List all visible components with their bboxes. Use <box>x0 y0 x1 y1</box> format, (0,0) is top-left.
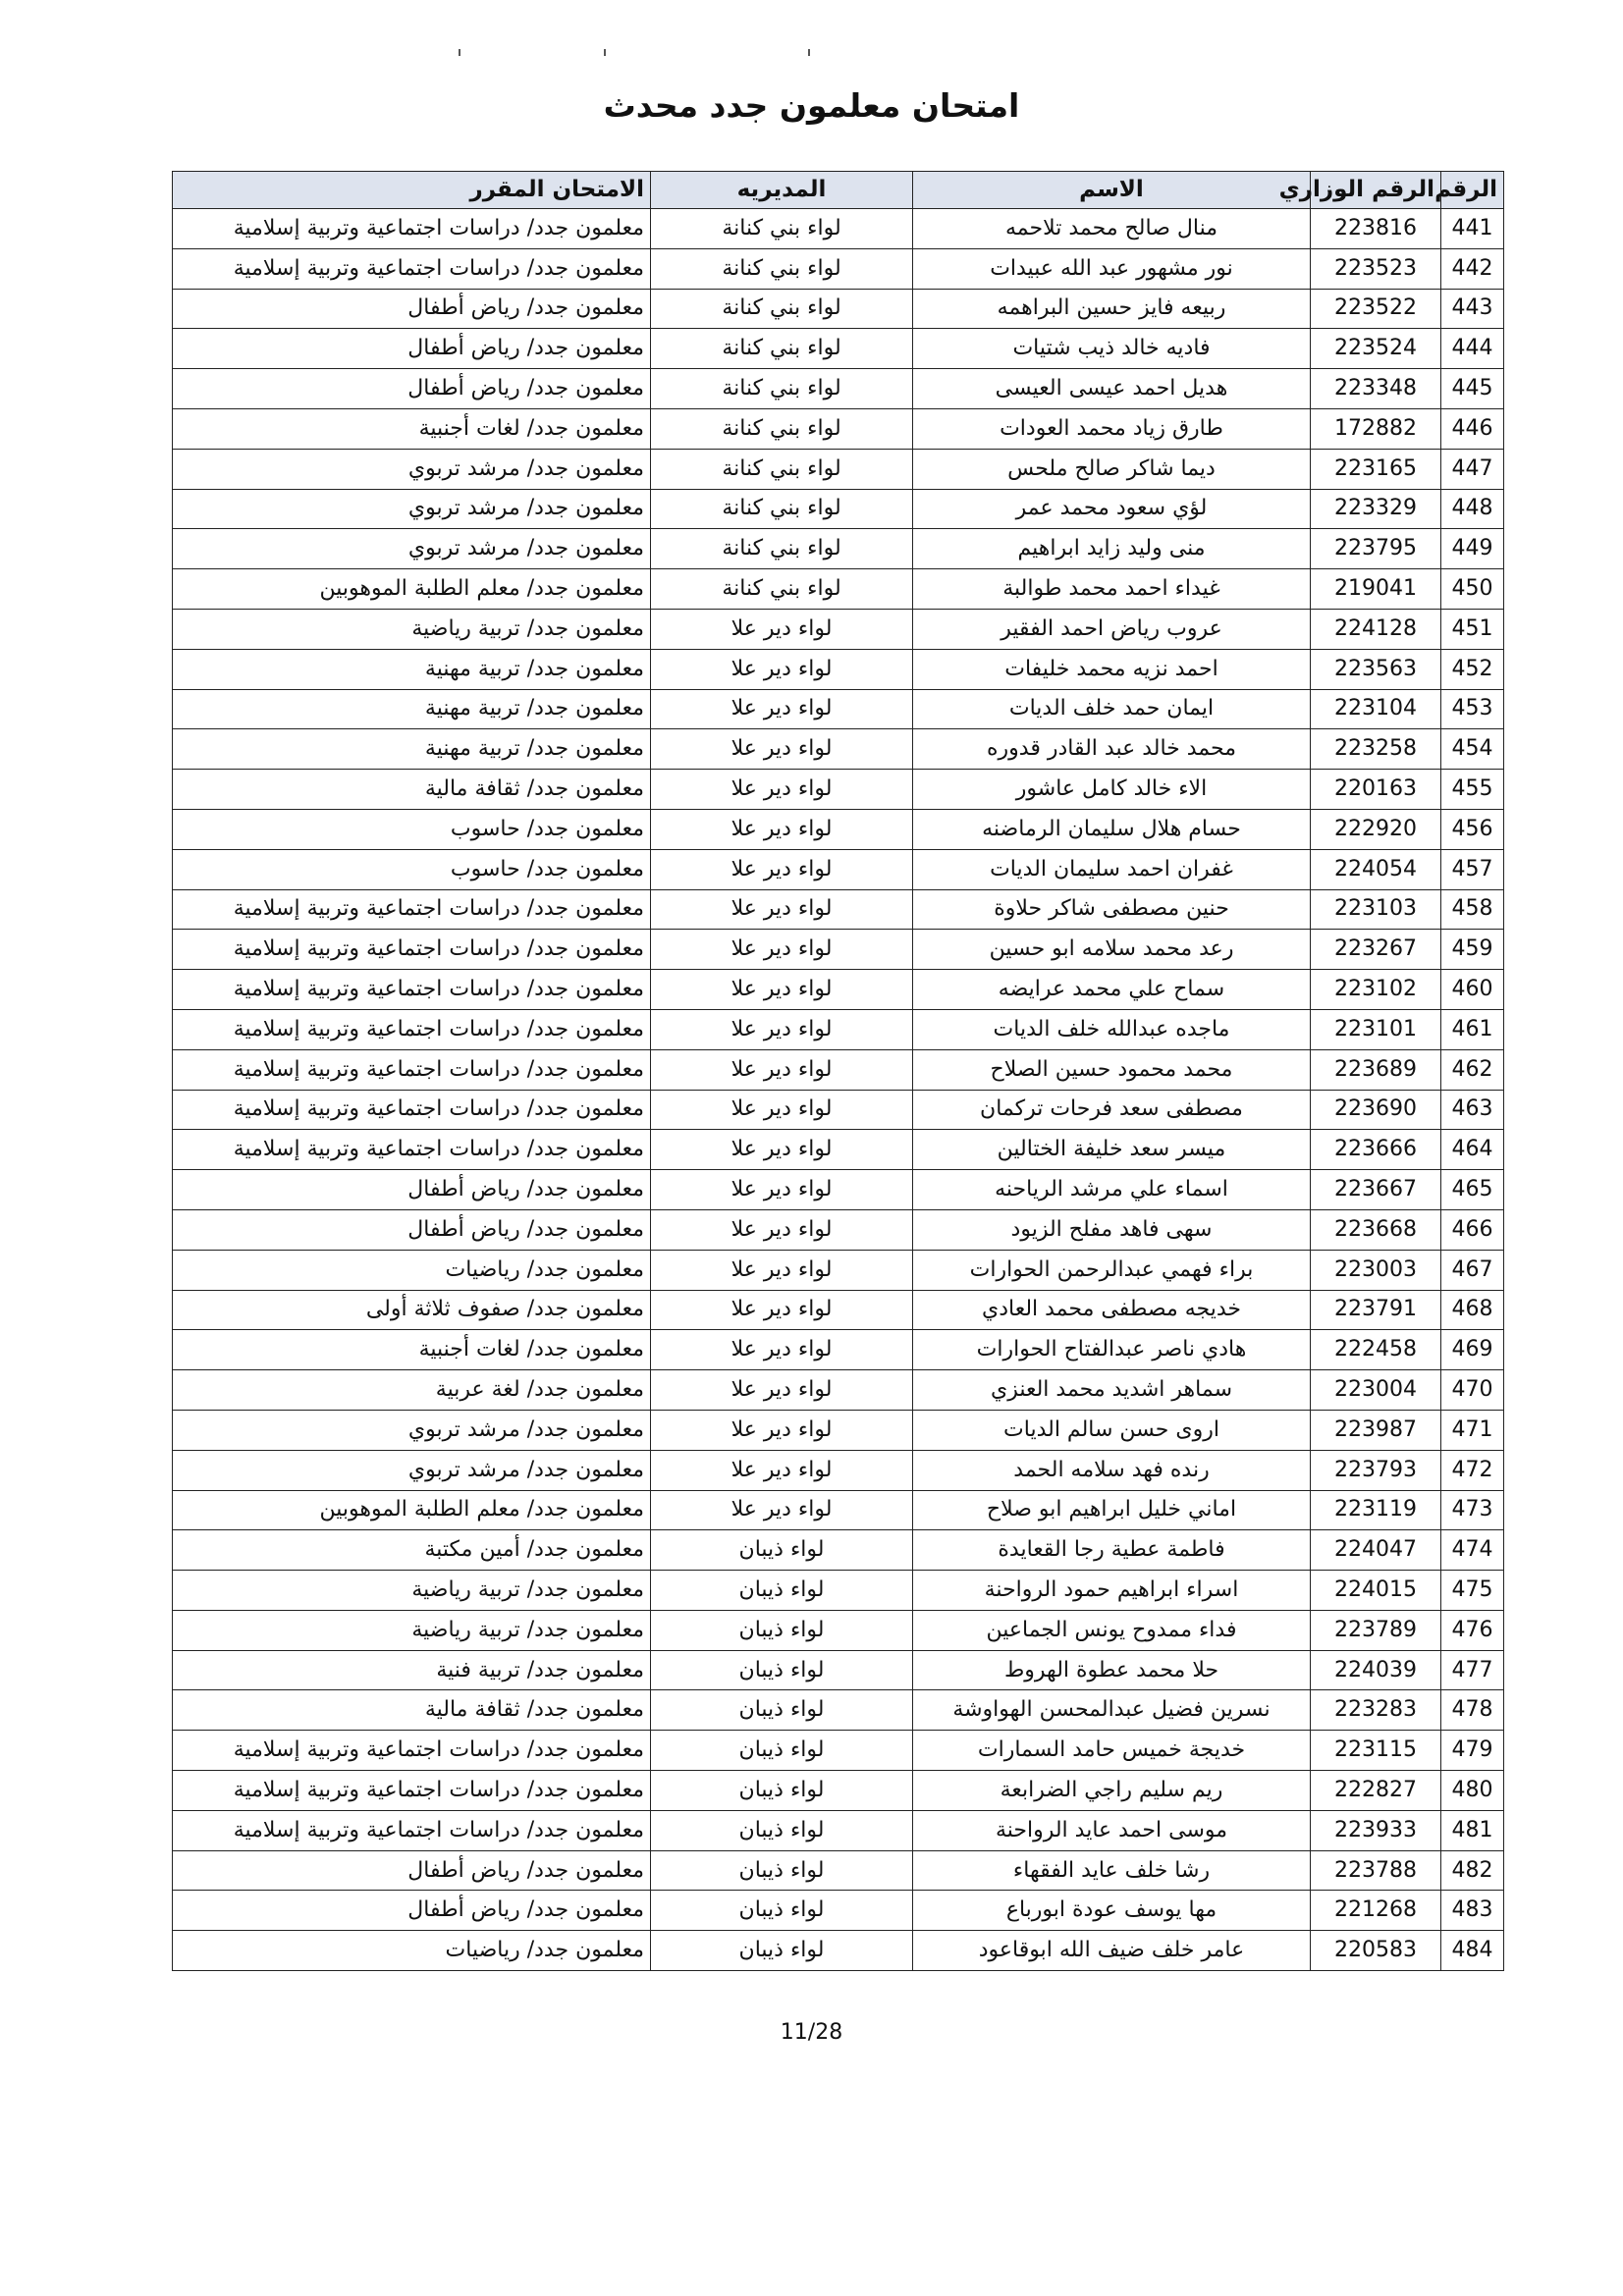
cell-directorate: لواء ذيبان <box>651 1610 913 1650</box>
table-row <box>173 609 1504 649</box>
cell-directorate: لواء ذيبان <box>651 1810 913 1850</box>
cell-number: 443 <box>1441 289 1504 329</box>
cell-exam: معلمون جدد/ دراسات اجتماعية وتربية إسلامية <box>173 970 651 1010</box>
cell-number: 482 <box>1441 1850 1504 1891</box>
table-row <box>173 970 1504 1010</box>
table-row <box>173 1931 1504 1971</box>
cell-name: منال صالح محمد تلاحمه <box>913 209 1311 249</box>
cell-name: فاديه خالد ذيب شتيات <box>913 329 1311 369</box>
cell-directorate: لواء دير علا <box>651 729 913 770</box>
cell-number: 484 <box>1441 1931 1504 1971</box>
cell-number: 480 <box>1441 1771 1504 1811</box>
cell-ministry-id: 223690 <box>1311 1090 1441 1130</box>
cell-number: 479 <box>1441 1731 1504 1771</box>
cell-exam: معلمون جدد/ دراسات اجتماعية وتربية إسلامية <box>173 1810 651 1850</box>
table-row <box>173 1650 1504 1690</box>
header-exam: الامتحان المقرر <box>173 172 651 209</box>
cell-number: 458 <box>1441 889 1504 930</box>
cell-name: مصطفى سعد فرحات تركمان <box>913 1090 1311 1130</box>
cell-directorate: لواء دير علا <box>651 1330 913 1370</box>
cell-name: نور مشهور عبد الله عبيدات <box>913 248 1311 289</box>
cell-exam: معلمون جدد/ دراسات اجتماعية وتربية إسلامية <box>173 209 651 249</box>
cell-ministry-id: 223793 <box>1311 1450 1441 1490</box>
cell-directorate: لواء دير علا <box>651 1209 913 1250</box>
cell-directorate: لواء بني كنانة <box>651 449 913 489</box>
cell-exam: معلمون جدد/ رياض أطفال <box>173 289 651 329</box>
cell-directorate: لواء بني كنانة <box>651 289 913 329</box>
cell-ministry-id: 224039 <box>1311 1650 1441 1690</box>
table-row <box>173 649 1504 689</box>
cell-name: رنده فهد سلامه الحمد <box>913 1450 1311 1490</box>
table-row <box>173 1009 1504 1049</box>
cell-ministry-id: 223283 <box>1311 1690 1441 1731</box>
cell-directorate: لواء بني كنانة <box>651 529 913 569</box>
cell-name: رشا خلف عايد الفقهاء <box>913 1850 1311 1891</box>
table-row <box>173 209 1504 249</box>
cell-exam: معلمون جدد/ معلم الطلبة الموهوبين <box>173 1490 651 1530</box>
cell-ministry-id: 223115 <box>1311 1731 1441 1771</box>
table-row <box>173 1850 1504 1891</box>
cell-ministry-id: 223795 <box>1311 529 1441 569</box>
cell-directorate: لواء ذيبان <box>651 1931 913 1971</box>
cell-name: عروب رياض احمد الفقير <box>913 609 1311 649</box>
cell-directorate: لواء دير علا <box>651 1370 913 1411</box>
cell-directorate: لواء دير علا <box>651 1049 913 1090</box>
header-number: الرقم <box>1441 172 1504 209</box>
cell-ministry-id: 220163 <box>1311 770 1441 810</box>
cell-name: سهى فاهد مفلح الزيود <box>913 1209 1311 1250</box>
cell-directorate: لواء دير علا <box>651 849 913 889</box>
table-row <box>173 1771 1504 1811</box>
cell-directorate: لواء دير علا <box>651 649 913 689</box>
cell-directorate: لواء دير علا <box>651 1290 913 1330</box>
cell-exam: معلمون جدد/ دراسات اجتماعية وتربية إسلامية <box>173 1049 651 1090</box>
cell-ministry-id: 223003 <box>1311 1250 1441 1290</box>
cell-exam: معلمون جدد/ تربية رياضية <box>173 1610 651 1650</box>
table-row <box>173 1450 1504 1490</box>
cell-number: 462 <box>1441 1049 1504 1090</box>
cell-number: 460 <box>1441 970 1504 1010</box>
cell-exam: معلمون جدد/ مرشد تربوي <box>173 529 651 569</box>
table-row <box>173 289 1504 329</box>
table-row <box>173 1410 1504 1450</box>
cell-ministry-id: 172882 <box>1311 408 1441 449</box>
table-row <box>173 849 1504 889</box>
cell-directorate: لواء ذيبان <box>651 1571 913 1611</box>
cell-exam: معلمون جدد/ دراسات اجتماعية وتربية إسلامية <box>173 1130 651 1170</box>
cell-directorate: لواء بني كنانة <box>651 248 913 289</box>
cell-number: 477 <box>1441 1650 1504 1690</box>
cell-number: 456 <box>1441 809 1504 849</box>
cell-name: ربيعه فايز حسين البراهمه <box>913 289 1311 329</box>
header-row <box>173 172 1504 209</box>
cell-directorate: لواء دير علا <box>651 1410 913 1450</box>
cell-ministry-id: 223666 <box>1311 1130 1441 1170</box>
cell-name: اسراء ابراهيم حمود الرواحنة <box>913 1571 1311 1611</box>
cell-ministry-id: 224054 <box>1311 849 1441 889</box>
cell-number: 476 <box>1441 1610 1504 1650</box>
roster-table <box>172 171 1504 1971</box>
cell-number: 474 <box>1441 1530 1504 1571</box>
cell-ministry-id: 223104 <box>1311 689 1441 729</box>
cell-number: 464 <box>1441 1130 1504 1170</box>
cell-exam: معلمون جدد/ تربية مهنية <box>173 689 651 729</box>
cell-ministry-id: 223689 <box>1311 1049 1441 1090</box>
cell-name: نسرين فضيل عبدالمحسن الهواوشة <box>913 1690 1311 1731</box>
cell-number: 467 <box>1441 1250 1504 1290</box>
cell-name: لؤي سعود محمد عمر <box>913 489 1311 529</box>
table-row <box>173 449 1504 489</box>
header-directorate: المديريه <box>651 172 913 209</box>
cell-name: طارق زياد محمد العودات <box>913 408 1311 449</box>
cell-number: 445 <box>1441 369 1504 409</box>
cell-number: 468 <box>1441 1290 1504 1330</box>
cell-directorate: لواء دير علا <box>651 1450 913 1490</box>
cell-exam: معلمون جدد/ ثقافة مالية <box>173 770 651 810</box>
table-row <box>173 1731 1504 1771</box>
cell-ministry-id: 223004 <box>1311 1370 1441 1411</box>
cell-name: اروى حسن سالم الديات <box>913 1410 1311 1450</box>
table-row <box>173 569 1504 610</box>
cell-number: 454 <box>1441 729 1504 770</box>
cell-name: اماني خليل ابراهيم ابو صلاح <box>913 1490 1311 1530</box>
cell-exam: معلمون جدد/ مرشد تربوي <box>173 1410 651 1450</box>
table-body <box>173 209 1504 1971</box>
cell-name: محمد خالد عبد القادر قدوره <box>913 729 1311 770</box>
cell-name: فداء ممدوح يونس الجماعين <box>913 1610 1311 1650</box>
cell-exam: معلمون جدد/ تربية رياضية <box>173 609 651 649</box>
cell-exam: معلمون جدد/ دراسات اجتماعية وتربية إسلامية <box>173 248 651 289</box>
cell-ministry-id: 223668 <box>1311 1209 1441 1250</box>
table-row <box>173 1810 1504 1850</box>
cell-name: محمد محمود حسين الصلاح <box>913 1049 1311 1090</box>
cell-number: 473 <box>1441 1490 1504 1530</box>
cell-exam: معلمون جدد/ مرشد تربوي <box>173 489 651 529</box>
cell-name: سماهر اشديد محمد العنزي <box>913 1370 1311 1411</box>
cell-name: عامر خلف ضيف الله ابوقاعود <box>913 1931 1311 1971</box>
cell-exam: معلمون جدد/ لغة عربية <box>173 1370 651 1411</box>
cell-ministry-id: 223103 <box>1311 889 1441 930</box>
table-row <box>173 889 1504 930</box>
cell-exam: معلمون جدد/ تربية مهنية <box>173 649 651 689</box>
cell-ministry-id: 223267 <box>1311 930 1441 970</box>
cell-directorate: لواء دير علا <box>651 609 913 649</box>
cell-name: هادي ناصر عبدالفتاح الحوارات <box>913 1330 1311 1370</box>
cell-ministry-id: 223987 <box>1311 1410 1441 1450</box>
table-row <box>173 329 1504 369</box>
cell-name: سماح علي محمد عرايضه <box>913 970 1311 1010</box>
cell-exam: معلمون جدد/ لغات أجنبية <box>173 1330 651 1370</box>
cell-directorate: لواء بني كنانة <box>651 209 913 249</box>
cell-name: رعد محمد سلامه ابو حسين <box>913 930 1311 970</box>
table-row <box>173 1370 1504 1411</box>
scan-mark <box>808 49 810 56</box>
cell-ministry-id: 223348 <box>1311 369 1441 409</box>
cell-ministry-id: 223563 <box>1311 649 1441 689</box>
cell-name: ديما شاكر صالح ملحس <box>913 449 1311 489</box>
cell-name: موسى احمد عايد الرواحنة <box>913 1810 1311 1850</box>
cell-directorate: لواء ذيبان <box>651 1891 913 1931</box>
table-row <box>173 1690 1504 1731</box>
table-row <box>173 1891 1504 1931</box>
cell-ministry-id: 221268 <box>1311 1891 1441 1931</box>
cell-name: ميسر سعد خليفة الختالين <box>913 1130 1311 1170</box>
cell-ministry-id: 223102 <box>1311 970 1441 1010</box>
cell-exam: معلمون جدد/ مرشد تربوي <box>173 449 651 489</box>
table-row <box>173 1610 1504 1650</box>
cell-exam: معلمون جدد/ رياض أطفال <box>173 329 651 369</box>
cell-number: 450 <box>1441 569 1504 610</box>
table-row <box>173 1090 1504 1130</box>
cell-name: هديل احمد عيسى العيسى <box>913 369 1311 409</box>
cell-directorate: لواء ذيبان <box>651 1771 913 1811</box>
cell-number: 465 <box>1441 1170 1504 1210</box>
table-row <box>173 248 1504 289</box>
cell-directorate: لواء بني كنانة <box>651 369 913 409</box>
cell-number: 463 <box>1441 1090 1504 1130</box>
cell-directorate: لواء ذيبان <box>651 1731 913 1771</box>
cell-ministry-id: 223523 <box>1311 248 1441 289</box>
table-row <box>173 1530 1504 1571</box>
cell-directorate: لواء دير علا <box>651 1130 913 1170</box>
cell-exam: معلمون جدد/ دراسات اجتماعية وتربية إسلامية <box>173 1731 651 1771</box>
cell-exam: معلمون جدد/ حاسوب <box>173 809 651 849</box>
cell-number: 444 <box>1441 329 1504 369</box>
cell-exam: معلمون جدد/ لغات أجنبية <box>173 408 651 449</box>
cell-number: 483 <box>1441 1891 1504 1931</box>
cell-directorate: لواء دير علا <box>651 1090 913 1130</box>
cell-directorate: لواء دير علا <box>651 1490 913 1530</box>
cell-directorate: لواء بني كنانة <box>651 329 913 369</box>
cell-directorate: لواء دير علا <box>651 809 913 849</box>
scan-mark <box>604 49 606 56</box>
cell-name: غيداء احمد محمد طوالبة <box>913 569 1311 610</box>
cell-exam: معلمون جدد/ رياض أطفال <box>173 1891 651 1931</box>
table-row <box>173 689 1504 729</box>
cell-ministry-id: 223522 <box>1311 289 1441 329</box>
cell-name: غفران احمد سليمان الديات <box>913 849 1311 889</box>
cell-directorate: لواء بني كنانة <box>651 408 913 449</box>
table-row <box>173 408 1504 449</box>
cell-number: 459 <box>1441 930 1504 970</box>
cell-exam: معلمون جدد/ دراسات اجتماعية وتربية إسلامية <box>173 1090 651 1130</box>
cell-exam: معلمون جدد/ تربية رياضية <box>173 1571 651 1611</box>
table-row <box>173 369 1504 409</box>
cell-name: ماجده عبدالله خلف الديات <box>913 1009 1311 1049</box>
cell-exam: معلمون جدد/ دراسات اجتماعية وتربية إسلامية <box>173 889 651 930</box>
cell-ministry-id: 222827 <box>1311 1771 1441 1811</box>
cell-exam: معلمون جدد/ دراسات اجتماعية وتربية إسلامية <box>173 930 651 970</box>
cell-ministry-id: 223258 <box>1311 729 1441 770</box>
cell-directorate: لواء ذيبان <box>651 1650 913 1690</box>
cell-name: حسام هلال سليمان الرماضنه <box>913 809 1311 849</box>
cell-directorate: لواء دير علا <box>651 930 913 970</box>
table-row <box>173 1490 1504 1530</box>
cell-name: براء فهمي عبدالرحمن الحوارات <box>913 1250 1311 1290</box>
cell-exam: معلمون جدد/ صفوف ثلاثة أولى <box>173 1290 651 1330</box>
table-row <box>173 809 1504 849</box>
cell-ministry-id: 224047 <box>1311 1530 1441 1571</box>
cell-number: 449 <box>1441 529 1504 569</box>
cell-name: حنين مصطفى شاكر حلاوة <box>913 889 1311 930</box>
cell-number: 447 <box>1441 449 1504 489</box>
cell-number: 451 <box>1441 609 1504 649</box>
header-name: الاسم <box>913 172 1311 209</box>
cell-number: 452 <box>1441 649 1504 689</box>
cell-ministry-id: 224015 <box>1311 1571 1441 1611</box>
cell-directorate: لواء بني كنانة <box>651 569 913 610</box>
cell-number: 466 <box>1441 1209 1504 1250</box>
table-row <box>173 729 1504 770</box>
cell-name: خديجه مصطفى محمد العادي <box>913 1290 1311 1330</box>
cell-name: ايمان حمد خلف الديات <box>913 689 1311 729</box>
cell-ministry-id: 223165 <box>1311 449 1441 489</box>
cell-name: حلا محمد عطوة الهروط <box>913 1650 1311 1690</box>
cell-exam: معلمون جدد/ دراسات اجتماعية وتربية إسلامية <box>173 1771 651 1811</box>
cell-number: 481 <box>1441 1810 1504 1850</box>
cell-directorate: لواء دير علا <box>651 770 913 810</box>
cell-number: 446 <box>1441 408 1504 449</box>
cell-ministry-id: 223788 <box>1311 1850 1441 1891</box>
table-row <box>173 930 1504 970</box>
table-row <box>173 1290 1504 1330</box>
cell-exam: معلمون جدد/ رياض أطفال <box>173 1170 651 1210</box>
cell-number: 461 <box>1441 1009 1504 1049</box>
cell-directorate: لواء دير علا <box>651 689 913 729</box>
cell-directorate: لواء ذيبان <box>651 1690 913 1731</box>
cell-ministry-id: 222920 <box>1311 809 1441 849</box>
table-row <box>173 1049 1504 1090</box>
cell-name: خديجة خميس حامد السمارات <box>913 1731 1311 1771</box>
cell-exam: معلمون جدد/ حاسوب <box>173 849 651 889</box>
cell-name: الاء خالد كامل عاشور <box>913 770 1311 810</box>
cell-exam: معلمون جدد/ تربية مهنية <box>173 729 651 770</box>
table-row <box>173 1209 1504 1250</box>
cell-ministry-id: 223119 <box>1311 1490 1441 1530</box>
cell-exam: معلمون جدد/ رياضيات <box>173 1250 651 1290</box>
cell-number: 455 <box>1441 770 1504 810</box>
scan-mark <box>459 49 460 56</box>
cell-name: منى وليد زايد ابراهيم <box>913 529 1311 569</box>
cell-exam: معلمون جدد/ رياض أطفال <box>173 369 651 409</box>
cell-number: 469 <box>1441 1330 1504 1370</box>
cell-directorate: لواء دير علا <box>651 889 913 930</box>
cell-directorate: لواء بني كنانة <box>651 489 913 529</box>
table-row <box>173 529 1504 569</box>
table-row <box>173 1170 1504 1210</box>
cell-ministry-id: 220583 <box>1311 1931 1441 1971</box>
cell-ministry-id: 222458 <box>1311 1330 1441 1370</box>
cell-number: 457 <box>1441 849 1504 889</box>
cell-directorate: لواء دير علا <box>651 970 913 1010</box>
header-ministry-id: الرقم الوزاري <box>1311 172 1441 209</box>
cell-directorate: لواء دير علا <box>651 1009 913 1049</box>
cell-ministry-id: 223667 <box>1311 1170 1441 1210</box>
cell-ministry-id: 223524 <box>1311 329 1441 369</box>
table-row <box>173 1330 1504 1370</box>
cell-number: 472 <box>1441 1450 1504 1490</box>
cell-number: 448 <box>1441 489 1504 529</box>
table-row <box>173 1130 1504 1170</box>
cell-ministry-id: 223789 <box>1311 1610 1441 1650</box>
page-number: 11/28 <box>780 2020 843 2045</box>
cell-number: 478 <box>1441 1690 1504 1731</box>
cell-number: 470 <box>1441 1370 1504 1411</box>
table-row <box>173 489 1504 529</box>
cell-number: 471 <box>1441 1410 1504 1450</box>
cell-exam: معلمون جدد/ رياضيات <box>173 1931 651 1971</box>
cell-exam: معلمون جدد/ دراسات اجتماعية وتربية إسلامية <box>173 1009 651 1049</box>
cell-directorate: لواء دير علا <box>651 1250 913 1290</box>
cell-ministry-id: 223816 <box>1311 209 1441 249</box>
cell-directorate: لواء دير علا <box>651 1170 913 1210</box>
cell-exam: معلمون جدد/ معلم الطلبة الموهوبين <box>173 569 651 610</box>
cell-ministry-id: 223791 <box>1311 1290 1441 1330</box>
page-title: امتحان معلمون جدد محدث <box>603 86 1020 125</box>
cell-ministry-id: 224128 <box>1311 609 1441 649</box>
cell-name: احمد نزيه محمد خليفات <box>913 649 1311 689</box>
cell-number: 475 <box>1441 1571 1504 1611</box>
cell-number: 441 <box>1441 209 1504 249</box>
cell-name: فاطمة عطية رجا القعايدة <box>913 1530 1311 1571</box>
table-row <box>173 1571 1504 1611</box>
cell-directorate: لواء ذيبان <box>651 1530 913 1571</box>
table-row <box>173 770 1504 810</box>
cell-exam: معلمون جدد/ رياض أطفال <box>173 1209 651 1250</box>
table-row <box>173 1250 1504 1290</box>
cell-ministry-id: 223329 <box>1311 489 1441 529</box>
cell-exam: معلمون جدد/ تربية فنية <box>173 1650 651 1690</box>
cell-exam: معلمون جدد/ أمين مكتبة <box>173 1530 651 1571</box>
cell-name: مها يوسف عودة ابورباع <box>913 1891 1311 1931</box>
cell-number: 442 <box>1441 248 1504 289</box>
cell-exam: معلمون جدد/ رياض أطفال <box>173 1850 651 1891</box>
cell-exam: معلمون جدد/ مرشد تربوي <box>173 1450 651 1490</box>
cell-directorate: لواء ذيبان <box>651 1850 913 1891</box>
cell-name: اسماء علي مرشد الرياحنه <box>913 1170 1311 1210</box>
table-header <box>173 172 1504 209</box>
cell-number: 453 <box>1441 689 1504 729</box>
roster-table-container <box>172 171 1504 1971</box>
cell-ministry-id: 219041 <box>1311 569 1441 610</box>
cell-ministry-id: 223101 <box>1311 1009 1441 1049</box>
cell-exam: معلمون جدد/ ثقافة مالية <box>173 1690 651 1731</box>
cell-ministry-id: 223933 <box>1311 1810 1441 1850</box>
cell-name: ريم سليم راجي الضرابعة <box>913 1771 1311 1811</box>
